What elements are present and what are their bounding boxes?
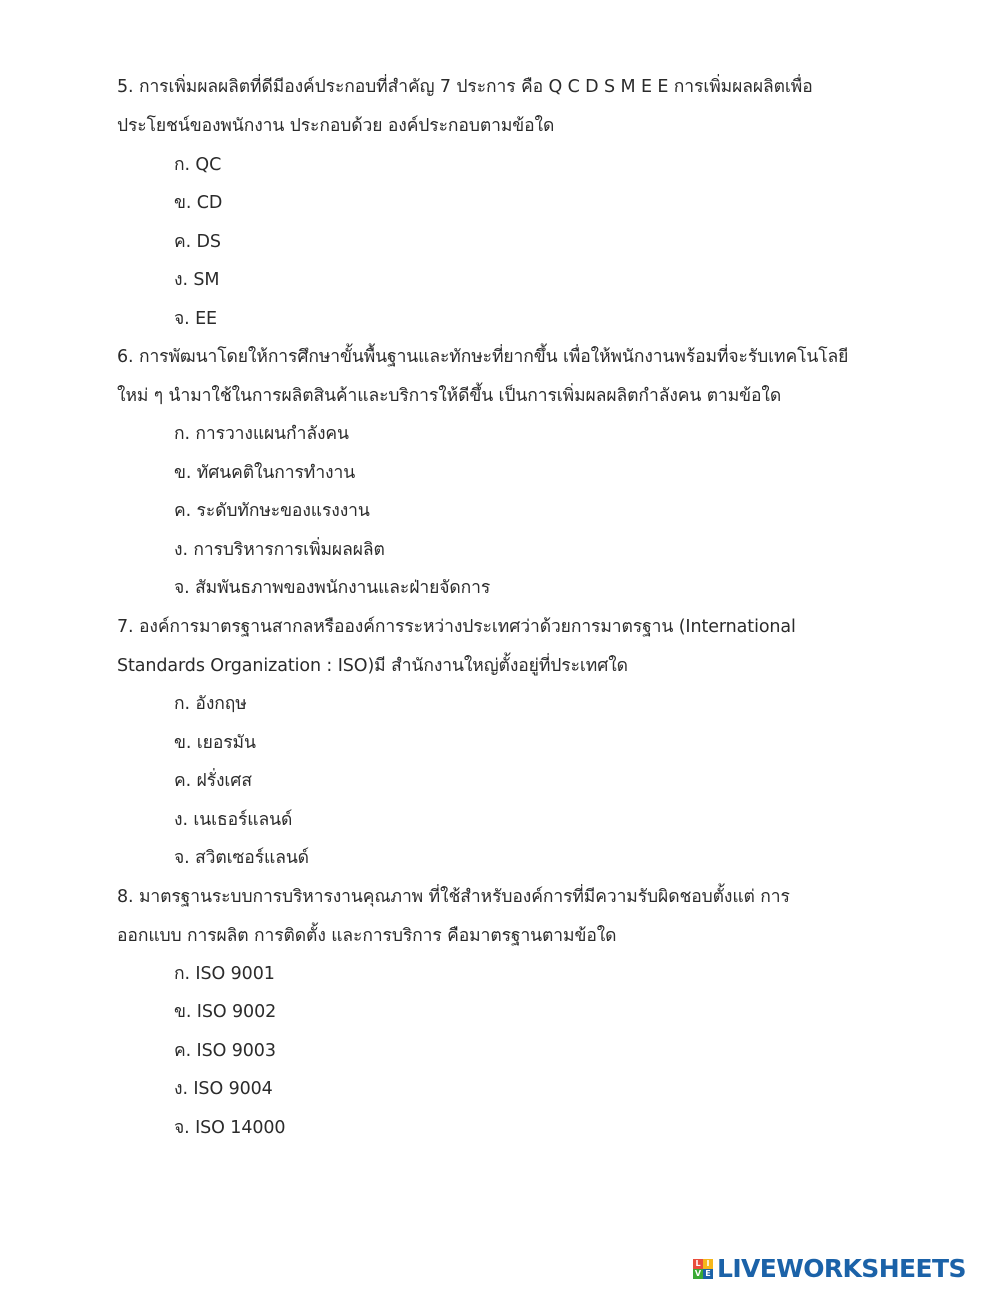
question-5-option-c: ค. DS — [174, 232, 221, 252]
question-5-stem-line1: 5. การเพิ่มผลผลิตที่ดีมีองค์ประกอบที่สำคัญ 7 ประการ คือ Q C D S M E E การเพิ่มผลผลิตเพื่อ — [117, 77, 813, 97]
question-7-option-a: ก. อังกฤษ — [174, 694, 247, 714]
liveworksheets-logo — [693, 1254, 966, 1284]
liveworksheets-wordmark: LIVEWORKSHEETS — [717, 1254, 966, 1283]
question-5-option-b: ข. CD — [174, 193, 223, 213]
question-5-option-d: ง. SM — [174, 270, 220, 290]
question-6-stem-line1: 6. การพัฒนาโดยให้การศึกษาขั้นพื้นฐานและทักษะที่ยากขึ้น เพื่อให้พนักงานพร้อมที่จะรับเทคโนโลยี — [117, 347, 849, 367]
question-6-stem-line2: ใหม่ ๆ นำมาใช้ในการผลิตสินค้าและบริการให้ดีขึ้น เป็นการเพิ่มผลผลิตกำลังคน ตามข้อใด — [117, 386, 782, 406]
logo-cell-v: V — [694, 1269, 702, 1278]
question-7-stem-line1: 7. องค์การมาตรฐานสากลหรือองค์การระหว่างประเทศว่าด้วยการมาตรฐาน (International — [117, 617, 796, 637]
question-6-option-e: จ. สัมพันธภาพของพนักงานและฝ่ายจัดการ — [174, 578, 491, 598]
question-5-stem-line2: ประโยชน์ของพนักงาน ประกอบด้วย องค์ประกอบตามข้อใด — [117, 116, 555, 136]
question-5-option-e: จ. EE — [174, 309, 217, 329]
question-7-stem-line2: Standards Organization : ISO)มี สำนักงานใหญ่ตั้งอยู่ที่ประเทศใด — [117, 656, 628, 676]
question-8-option-c: ค. ISO 9003 — [174, 1041, 276, 1061]
question-6-option-b: ข. ทัศนคติในการทำงาน — [174, 463, 356, 483]
question-8-stem-line2: ออกแบบ การผลิต การติดตั้ง และการบริการ คือมาตรฐานตามข้อใด — [117, 926, 617, 946]
question-8-option-a: ก. ISO 9001 — [174, 964, 275, 984]
question-7-option-c: ค. ฝรั่งเศส — [174, 771, 252, 791]
logo-cell-e: E — [703, 1269, 713, 1279]
liveworksheets-logo-icon — [693, 1259, 713, 1279]
question-8-option-b: ข. ISO 9002 — [174, 1002, 277, 1022]
question-6-option-d: ง. การบริหารการเพิ่มผลผลิต — [174, 540, 385, 560]
question-6-option-a: ก. การวางแผนกำลังคน — [174, 424, 349, 444]
question-5-option-a: ก. QC — [174, 155, 222, 175]
question-6-option-c: ค. ระดับทักษะของแรงงาน — [174, 501, 370, 521]
question-7-option-d: ง. เนเธอร์แลนด์ — [174, 810, 293, 830]
question-8-option-e: จ. ISO 14000 — [174, 1118, 286, 1138]
question-7-option-e: จ. สวิตเซอร์แลนด์ — [174, 848, 309, 868]
question-8-option-d: ง. ISO 9004 — [174, 1079, 273, 1099]
logo-cell-i: I — [703, 1259, 713, 1269]
logo-cell-l: L — [693, 1259, 703, 1269]
question-8-stem-line1: 8. มาตรฐานระบบการบริหารงานคุณภาพ ที่ใช้สำหรับองค์การที่มีความรับผิดชอบตั้งแต่ การ — [117, 887, 790, 907]
question-7-option-b: ข. เยอรมัน — [174, 733, 256, 753]
